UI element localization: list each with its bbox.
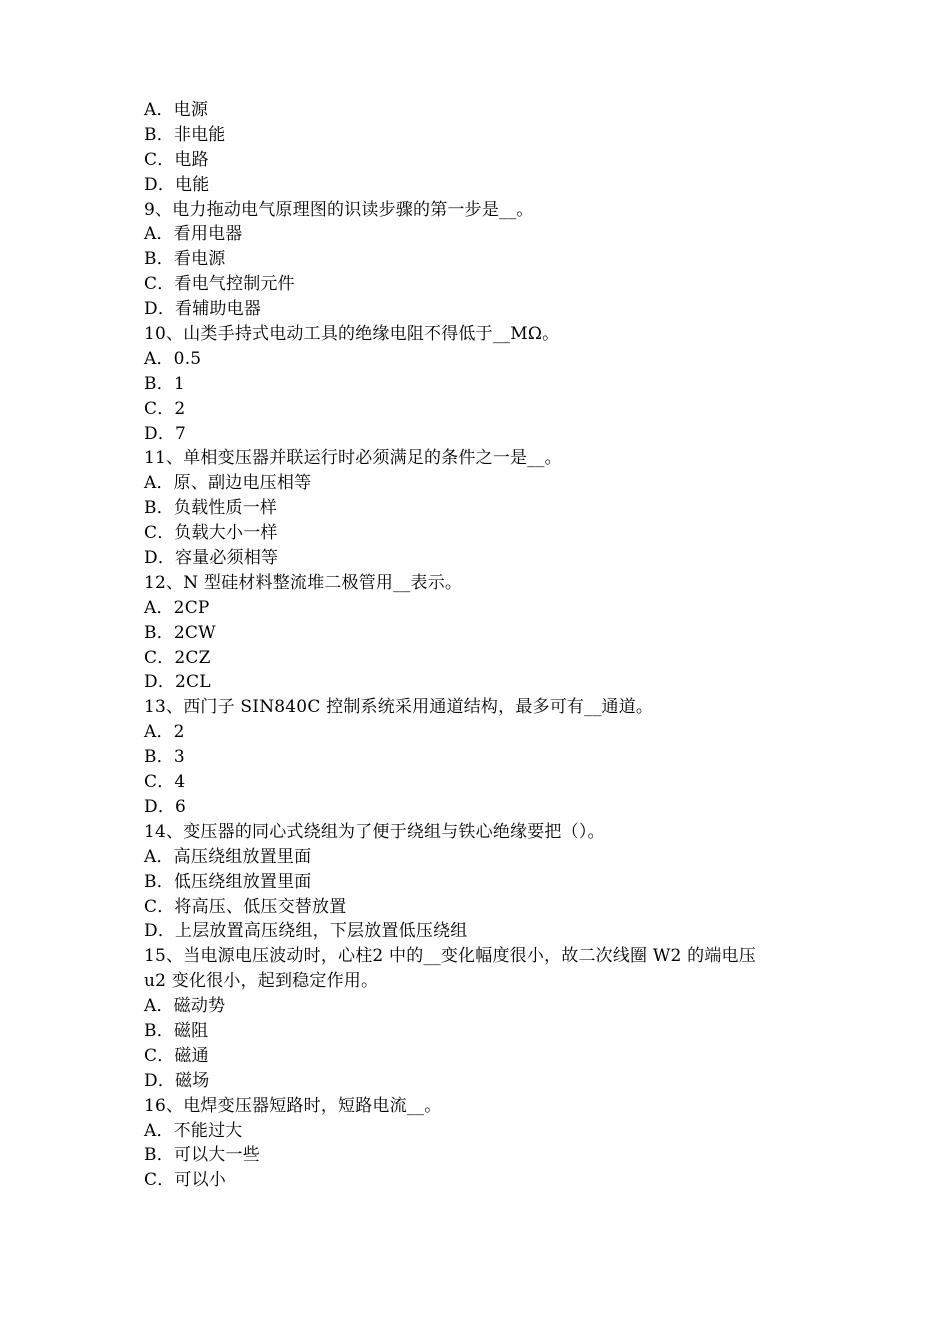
question-line-continued: u2 变化很小，起到稳定作用。 — [144, 971, 379, 992]
option-line: A．电源 — [144, 100, 209, 120]
question-line: 15、当电源电压波动时，心柱2 中的__变化幅度很小，故二次线圈 W2 的端电压 — [144, 946, 756, 967]
question-line: 12、N 型硅材料整流堆二极管用__表示。 — [144, 572, 463, 593]
option-line: B．看电源 — [144, 249, 226, 270]
option-line: B．低压绕组放置里面 — [144, 871, 312, 892]
option-line: A．磁动势 — [144, 996, 226, 1017]
option-line: B．1 — [144, 373, 185, 394]
option-line: A．2 — [144, 722, 185, 743]
option-line: D．看辅助电器 — [144, 299, 262, 320]
option-line: B．负载性质一样 — [144, 498, 278, 519]
option-line: C．2CZ — [144, 647, 211, 668]
option-line: C．电路 — [144, 149, 209, 170]
document-body — [144, 98, 824, 1193]
option-line: A．看用电器 — [144, 224, 243, 245]
option-line: C．看电气控制元件 — [144, 274, 295, 295]
option-line: D．上层放置高压绕组，下层放置低压绕组 — [144, 921, 468, 942]
option-line: D．容量必须相等 — [144, 548, 279, 569]
option-line: D．6 — [144, 796, 187, 817]
option-line: C．可以小 — [144, 1170, 227, 1191]
option-line: B．非电能 — [144, 124, 226, 145]
option-line: B．磁阻 — [144, 1020, 209, 1041]
option-line: B．可以大一些 — [144, 1145, 260, 1166]
option-line: A．2CP — [144, 597, 210, 618]
option-line: B．3 — [144, 747, 185, 768]
option-line: D．7 — [144, 423, 187, 444]
option-line: C．磁通 — [144, 1045, 209, 1066]
option-line: D．2CL — [144, 672, 211, 693]
question-line: 14、变压器的同心式绕组为了便于绕组与铁心绝缘要把（）。 — [144, 821, 605, 842]
question-line: 16、电焊变压器短路时，短路电流__。 — [144, 1095, 442, 1116]
option-line: C．负载大小一样 — [144, 523, 278, 544]
option-line: D．磁场 — [144, 1070, 210, 1091]
option-line: C．将高压、低压交替放置 — [144, 896, 347, 917]
question-line: 13、西门子 SIN840C 控制系统采用通道结构，最多可有__通道。 — [144, 697, 654, 718]
option-line: A．高压绕组放置里面 — [144, 846, 312, 867]
question-line: 10、山类手持式电动工具的绝缘电阻不得低于__MΩ。 — [144, 324, 560, 345]
option-line: C．2 — [144, 398, 186, 419]
option-line: D．电能 — [144, 174, 210, 195]
question-line: 11、单相变压器并联运行时必须满足的条件之一是__。 — [144, 448, 562, 469]
option-line: A．不能过大 — [144, 1120, 243, 1141]
option-line: A．0.5 — [144, 348, 202, 369]
option-line: A．原、副边电压相等 — [144, 473, 312, 494]
option-line: C．4 — [144, 772, 186, 793]
question-line: 9、电力拖动电气原理图的识读步骤的第一步是__。 — [144, 199, 534, 220]
option-line: B．2CW — [144, 622, 216, 643]
